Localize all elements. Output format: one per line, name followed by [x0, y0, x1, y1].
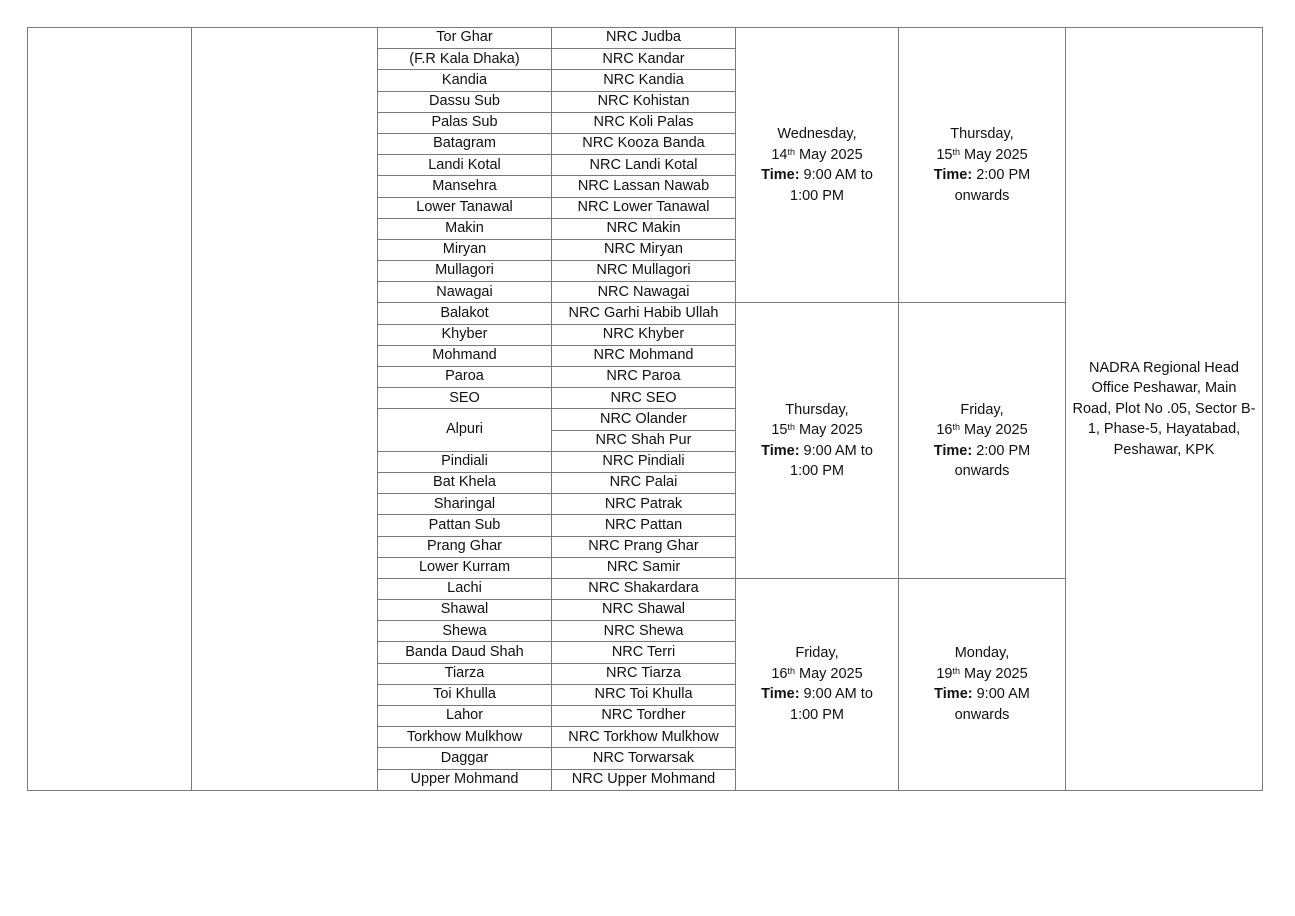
session-day-suffix: th [952, 146, 960, 157]
district-cell: Palas Sub [378, 112, 552, 133]
nrc-cell: NRC Torwarsak [552, 748, 736, 769]
nrc-cell: NRC Mohmand [552, 345, 736, 366]
session-date [936, 666, 1027, 682]
nrc-cell: NRC Kandar [552, 49, 736, 70]
nrc-cell: NRC Shah Pur [552, 430, 736, 451]
district-cell: Balakot [378, 303, 552, 324]
nrc-cell: NRC Kandia [552, 70, 736, 91]
session-weekday: Friday, [795, 645, 839, 662]
session-weekday: Thursday, [950, 126, 1014, 143]
session-month-year: May 2025 [959, 665, 1028, 682]
nrc-cell: NRC Koli Palas [552, 112, 736, 133]
session-weekday: Wednesday, [777, 126, 857, 143]
district-cell: Nawagai [378, 282, 552, 303]
nrc-cell: NRC Tordher [552, 706, 736, 727]
nrc-cell: NRC SEO [552, 388, 736, 409]
nrc-cell: NRC Kohistan [552, 91, 736, 112]
time-value: 2:00 PM [972, 442, 1031, 459]
time-label: Time: [934, 686, 973, 703]
nrc-cell: NRC Olander [552, 409, 736, 430]
session-time-line [761, 686, 873, 702]
second-session-cell [899, 28, 1066, 303]
blank-column-2 [192, 28, 378, 791]
time-value-continued: 1:00 PM [790, 706, 844, 723]
session-day: 16 [936, 422, 953, 439]
nrc-cell: NRC Mullagori [552, 261, 736, 282]
district-cell: Shawal [378, 600, 552, 621]
session-day-suffix: th [787, 665, 795, 676]
nrc-cell: NRC Samir [552, 557, 736, 578]
nrc-cell: NRC Upper Mohmand [552, 769, 736, 790]
district-cell: Pindiali [378, 451, 552, 472]
district-cell: Makin [378, 218, 552, 239]
district-cell: Alpuri [378, 409, 552, 451]
time-label: Time: [761, 442, 800, 459]
district-cell: Banda Daud Shah [378, 642, 552, 663]
time-value: 9:00 AM [972, 686, 1030, 703]
district-cell: Upper Mohmand [378, 769, 552, 790]
time-label: Time: [933, 167, 973, 184]
district-cell: Paroa [378, 367, 552, 388]
session-weekday: Friday, [960, 401, 1004, 418]
nrc-cell: NRC Miryan [552, 239, 736, 260]
table-row [28, 28, 1263, 49]
time-value: 9:00 AM to [799, 167, 873, 184]
blank-column-1 [28, 28, 192, 791]
district-cell: SEO [378, 388, 552, 409]
session-day: 15 [771, 422, 788, 439]
session-day: 14 [771, 146, 788, 163]
nrc-cell: NRC Khyber [552, 324, 736, 345]
first-session-cell [736, 578, 899, 790]
district-cell: Pattan Sub [378, 515, 552, 536]
time-value-continued: 1:00 PM [790, 187, 844, 204]
district-cell: Shewa [378, 621, 552, 642]
district-cell: Mansehra [378, 176, 552, 197]
session-weekday: Monday, [954, 645, 1010, 662]
district-cell: Torkhow Mulkhow [378, 727, 552, 748]
district-cell: Miryan [378, 239, 552, 260]
session-day-suffix: th [787, 422, 795, 433]
time-label: Time: [761, 167, 800, 184]
session-time-line [934, 167, 1030, 183]
district-cell: Lower Tanawal [378, 197, 552, 218]
time-label: Time: [933, 442, 973, 459]
session-month-year: May 2025 [794, 422, 863, 439]
district-cell: Lachi [378, 578, 552, 599]
district-cell: Lower Kurram [378, 557, 552, 578]
nrc-cell: NRC Nawagai [552, 282, 736, 303]
district-cell: Mohmand [378, 345, 552, 366]
session-weekday: Thursday, [785, 401, 849, 418]
nrc-cell: NRC Garhi Habib Ullah [552, 303, 736, 324]
district-cell: Kandia [378, 70, 552, 91]
district-cell: Lahor [378, 706, 552, 727]
schedule-table [27, 27, 1263, 791]
district-cell: Sharingal [378, 494, 552, 515]
nrc-cell: NRC Lassan Nawab [552, 176, 736, 197]
district-cell: Tiarza [378, 663, 552, 684]
district-cell: Toi Khulla [378, 684, 552, 705]
session-month-year: May 2025 [959, 146, 1028, 163]
session-time-line [761, 167, 873, 183]
nrc-cell: NRC Tiarza [552, 663, 736, 684]
district-cell: Khyber [378, 324, 552, 345]
nrc-cell: NRC Shewa [552, 621, 736, 642]
nrc-cell: NRC Torkhow Mulkhow [552, 727, 736, 748]
district-cell: Daggar [378, 748, 552, 769]
session-day: 15 [936, 146, 953, 163]
nrc-cell: NRC Makin [552, 218, 736, 239]
nrc-cell: NRC Shawal [552, 600, 736, 621]
session-date [936, 422, 1027, 438]
session-month-year: May 2025 [959, 422, 1028, 439]
session-time-line [761, 443, 873, 459]
time-label: Time: [761, 686, 800, 703]
session-month-year: May 2025 [794, 665, 863, 682]
second-session-cell [899, 303, 1066, 578]
nrc-cell: NRC Paroa [552, 367, 736, 388]
nrc-cell: NRC Pindiali [552, 451, 736, 472]
nrc-cell: NRC Prang Ghar [552, 536, 736, 557]
session-day-suffix: th [952, 665, 960, 676]
time-value-continued: onwards [954, 706, 1010, 723]
time-value-continued: onwards [954, 463, 1010, 480]
time-value: 9:00 AM to [799, 686, 873, 703]
table-body [28, 28, 1263, 791]
nrc-cell: NRC Toi Khulla [552, 684, 736, 705]
nrc-cell: NRC Pattan [552, 515, 736, 536]
time-value-continued: onwards [954, 187, 1010, 204]
district-cell: Tor Ghar [378, 28, 552, 49]
nrc-cell: NRC Kooza Banda [552, 133, 736, 154]
district-cell: Mullagori [378, 261, 552, 282]
nrc-cell: NRC Lower Tanawal [552, 197, 736, 218]
district-cell: Dassu Sub [378, 91, 552, 112]
session-day: 16 [771, 665, 788, 682]
session-month-year: May 2025 [794, 146, 863, 163]
session-time-line [934, 443, 1030, 459]
nrc-cell: NRC Patrak [552, 494, 736, 515]
session-day-suffix: th [952, 422, 960, 433]
district-cell: Bat Khela [378, 472, 552, 493]
first-session-cell [736, 28, 899, 303]
district-cell: Landi Kotal [378, 155, 552, 176]
session-date [936, 147, 1027, 163]
nrc-cell: NRC Judba [552, 28, 736, 49]
session-date [771, 666, 862, 682]
session-day-suffix: th [787, 146, 795, 157]
venue-cell: NADRA Regional Head Office Peshawar, Main Road, Plot No .05, Sector B-1, Phase-5, Hayatabad, Peshawar, KPK [1066, 28, 1263, 791]
district-cell: (F.R Kala Dhaka) [378, 49, 552, 70]
nrc-cell: NRC Terri [552, 642, 736, 663]
first-session-cell [736, 303, 899, 578]
session-date [771, 422, 862, 438]
nrc-cell: NRC Landi Kotal [552, 155, 736, 176]
time-value: 2:00 PM [972, 167, 1031, 184]
district-cell: Prang Ghar [378, 536, 552, 557]
time-value-continued: 1:00 PM [790, 463, 844, 480]
session-time-line [934, 686, 1030, 702]
second-session-cell [899, 578, 1066, 790]
session-day: 19 [936, 665, 953, 682]
time-value: 9:00 AM to [799, 442, 873, 459]
nrc-cell: NRC Shakardara [552, 578, 736, 599]
district-cell: Batagram [378, 133, 552, 154]
session-date [771, 147, 862, 163]
nrc-cell: NRC Palai [552, 472, 736, 493]
